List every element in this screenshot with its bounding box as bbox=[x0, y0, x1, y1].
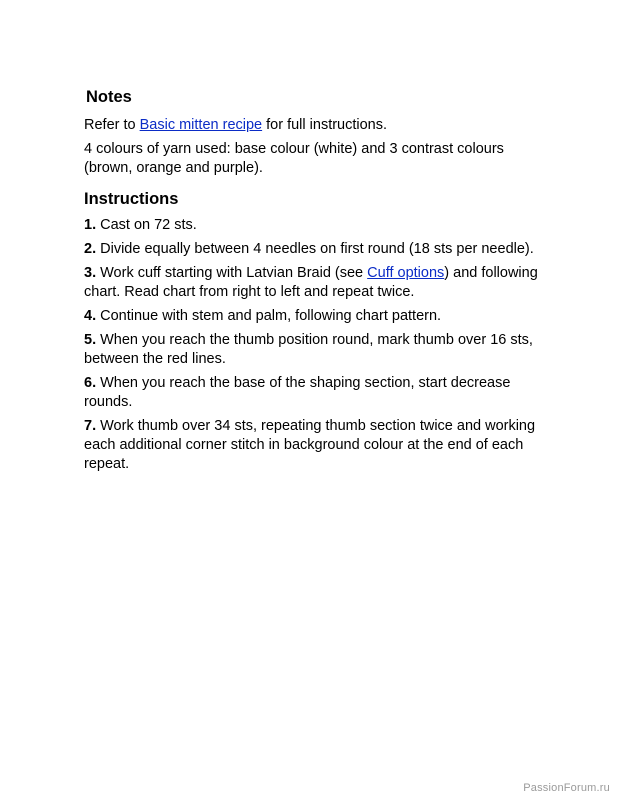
step-text: When you reach the thumb position round, mark thumb over 16 sts, between the red lines. bbox=[84, 332, 533, 367]
document-content bbox=[84, 86, 554, 479]
instruction-step-7 bbox=[84, 417, 554, 474]
step-number: 1. bbox=[84, 217, 97, 233]
notes-reference-prefix: Refer to bbox=[84, 117, 140, 133]
instruction-step-6 bbox=[84, 374, 554, 412]
step-text: Work thumb over 34 sts, repeating thumb section twice and working each additional corner stitch in background colour at the end of each repeat. bbox=[84, 418, 536, 472]
instruction-step-3 bbox=[84, 264, 554, 302]
step-text: Cast on 72 sts. bbox=[96, 217, 197, 233]
instruction-step-5 bbox=[84, 331, 554, 369]
cuff-options-link[interactable]: Cuff options bbox=[367, 265, 445, 281]
step-text: Divide equally between 4 needles on first round (18 sts per needle). bbox=[96, 241, 534, 257]
step-text: When you reach the base of the shaping section, start decrease rounds. bbox=[84, 375, 511, 410]
instructions-heading: Instructions bbox=[84, 190, 179, 208]
step-number: 7. bbox=[84, 418, 97, 434]
step-number: 2. bbox=[84, 241, 97, 257]
watermark: PassionForum.ru bbox=[523, 782, 610, 794]
step-number: 4. bbox=[84, 308, 97, 324]
step-text-before: Work cuff starting with Latvian Braid (see bbox=[96, 265, 368, 281]
step-number: 3. bbox=[84, 265, 97, 281]
step-text: Continue with stem and palm, following chart pattern. bbox=[96, 308, 442, 324]
step-text-after: ) and following chart. Read chart from right to left and repeat twice. bbox=[84, 265, 538, 300]
basic-mitten-recipe-link[interactable]: Basic mitten recipe bbox=[139, 117, 263, 133]
notes-reference-suffix: for full instructions. bbox=[262, 117, 388, 133]
step-number: 6. bbox=[84, 375, 97, 391]
instruction-step-1 bbox=[84, 216, 554, 235]
notes-heading: Notes bbox=[86, 88, 132, 106]
notes-yarn-line: 4 colours of yarn used: base colour (white) and 3 contrast colours (brown, orange and purple). bbox=[84, 141, 504, 176]
notes-reference-line bbox=[84, 116, 554, 135]
step-number: 5. bbox=[84, 332, 97, 348]
instruction-step-4 bbox=[84, 307, 554, 326]
instruction-step-2 bbox=[84, 240, 554, 259]
